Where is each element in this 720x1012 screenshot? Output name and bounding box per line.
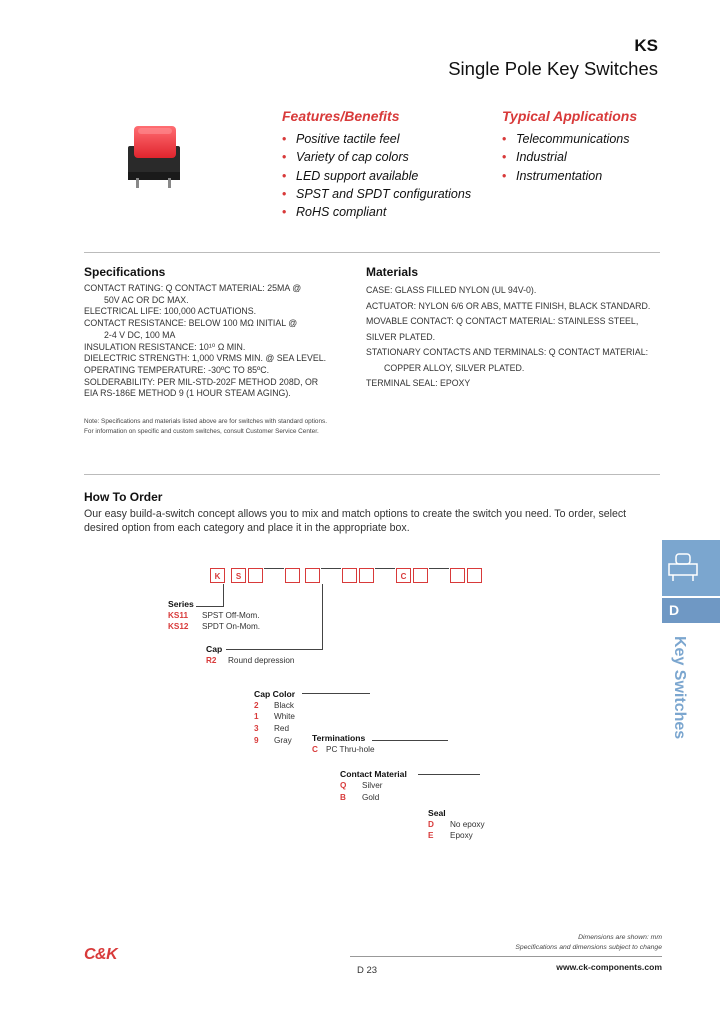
terminations-connector xyxy=(372,740,448,741)
terminations-option xyxy=(312,745,375,754)
intro-line: desired option from each category and place it in the appropriate box. xyxy=(84,521,410,534)
option-desc: Round depression xyxy=(228,656,295,665)
spec-line: ELECTRICAL LIFE: 100,000 ACTUATIONS. xyxy=(84,306,257,317)
contact-material-label: Contact Material xyxy=(340,769,407,779)
application-item: • Industrial xyxy=(502,148,637,166)
feature-item: • Positive tactile feel xyxy=(282,130,471,148)
option-desc: Gold xyxy=(362,793,380,802)
cap-color-label: Cap Color xyxy=(254,689,296,699)
materials-heading: Materials xyxy=(366,265,419,279)
feature-item: • SPST and SPDT configurations xyxy=(282,185,471,203)
order-box xyxy=(342,568,357,583)
order-box xyxy=(248,568,263,583)
disclaimer-line: Dimensions are shown: mm xyxy=(578,934,662,941)
cap-color-option xyxy=(254,701,294,710)
order-box xyxy=(467,568,482,583)
option-desc: Black xyxy=(274,701,295,710)
seal-label: Seal xyxy=(428,808,446,818)
order-box-c: C xyxy=(396,568,411,583)
connector xyxy=(375,568,395,569)
option-code: C xyxy=(312,745,318,754)
cap-option xyxy=(206,656,294,665)
option-desc: PC Thru-hole xyxy=(326,745,375,754)
spec-line: DIELECTRIC STRENGTH: 1,000 VRMS MIN. @ SEA LEVEL. xyxy=(84,353,327,364)
spec-line: INSULATION RESISTANCE: 10¹⁰ Ω MIN. xyxy=(84,341,246,352)
divider xyxy=(84,474,660,475)
spec-note xyxy=(84,417,384,436)
material-line: TERMINAL SEAL: EPOXY xyxy=(366,378,471,388)
option-code: R2 xyxy=(206,656,217,665)
side-tab-label-wrap xyxy=(668,636,688,752)
spec-line: EIA RS-186E METHOD 9 (1 HOUR STEAM AGING). xyxy=(84,388,291,399)
applications-heading: Typical Applications xyxy=(502,108,638,124)
footer-rule xyxy=(350,956,662,957)
order-box xyxy=(305,568,320,583)
option-code: 2 xyxy=(254,701,259,710)
specifications-heading: Specifications xyxy=(84,265,166,279)
cap-color-option xyxy=(254,724,289,733)
page-title: Single Pole Key Switches xyxy=(448,58,658,79)
option-code: KS11 xyxy=(168,611,189,620)
key-switch-photo xyxy=(120,122,192,194)
application-item: • Telecommunications xyxy=(502,130,637,148)
option-desc: SPDT On-Mom. xyxy=(202,622,261,631)
seal-option xyxy=(428,820,485,829)
order-box xyxy=(413,568,428,583)
note-line: Note: Specifications and materials listed above are for switches with standard options. xyxy=(84,418,327,425)
material-line: CASE: GLASS FILLED NYLON (UL 94V-0). xyxy=(366,285,537,295)
application-item: • Instrumentation xyxy=(502,167,637,185)
contact-material-connector xyxy=(418,774,480,775)
option-code: B xyxy=(340,793,346,802)
spec-line: CONTACT RATING: Q CONTACT MATERIAL: 25MA @ xyxy=(84,283,302,293)
option-desc: No epoxy xyxy=(450,820,485,829)
material-line: MOVABLE CONTACT: Q CONTACT MATERIAL: STAINLESS STEEL, SILVER PLATED. xyxy=(366,316,639,342)
disclaimer-line: Specifications and dimensions subject to change xyxy=(515,943,662,951)
page-number: D 23 xyxy=(357,965,378,976)
option-code: KS12 xyxy=(168,622,189,631)
cap-color-option xyxy=(254,712,295,721)
option-desc: SPST Off-Mom. xyxy=(202,611,260,620)
intro-line: Our easy build-a-switch concept allows you to mix and match options to create the switch you need. To order, select xyxy=(84,508,627,520)
connector xyxy=(429,568,449,569)
side-tab-letter: D xyxy=(662,598,720,623)
feature-item: • LED support available xyxy=(282,167,471,185)
option-desc: White xyxy=(274,712,295,721)
disclaimer xyxy=(515,933,662,952)
option-code: 1 xyxy=(254,712,259,721)
contact-material-option xyxy=(340,793,379,802)
spec-line: 2-4 V DC, 100 MA xyxy=(104,329,176,340)
cap-label: Cap xyxy=(206,644,223,654)
spec-line: SOLDERABILITY: PER MIL-STD-202F METHOD 208D, OR xyxy=(84,376,319,387)
material-line: STATIONARY CONTACTS AND TERMINALS: Q CONTACT MATERIAL: xyxy=(366,347,649,357)
cap-connector xyxy=(226,649,323,650)
materials-section xyxy=(366,265,666,392)
features-section xyxy=(282,108,471,221)
terminations-label: Terminations xyxy=(312,733,366,743)
series-label: Series xyxy=(168,599,194,609)
seal-option xyxy=(428,831,473,840)
series-option xyxy=(168,611,259,620)
cap-connector xyxy=(322,584,323,650)
contact-material-option xyxy=(340,781,382,790)
order-box xyxy=(285,568,300,583)
cap-color-option xyxy=(254,736,292,745)
material-line: ACTUATOR: NYLON 6/6 OR ABS, MATTE FINISH, BLACK STANDARD. xyxy=(366,300,651,311)
how-to-order-heading: How To Order xyxy=(84,490,163,504)
key-switch-icon xyxy=(662,540,720,596)
order-box-k: K xyxy=(210,568,225,583)
specifications-section xyxy=(84,265,354,400)
connector xyxy=(264,568,284,569)
spec-line: CONTACT RESISTANCE: BELOW 100 MΩ INITIAL @ xyxy=(84,318,298,329)
option-code: Q xyxy=(340,781,347,790)
feature-item: • Variety of cap colors xyxy=(282,148,471,166)
material-line: COPPER ALLOY, SILVER PLATED. xyxy=(384,362,525,373)
ck-logo: C&K xyxy=(84,946,118,963)
divider xyxy=(84,252,660,253)
product-code: KS xyxy=(634,36,658,55)
feature-item: • RoHS compliant xyxy=(282,203,471,221)
order-box xyxy=(450,568,465,583)
option-code: E xyxy=(428,831,434,840)
note-line: For information on specific and custom switches, consult Customer Service Center. xyxy=(84,427,319,435)
spec-line: 50V AC OR DC MAX. xyxy=(104,294,189,305)
cap-color-connector xyxy=(302,693,370,694)
option-desc: Epoxy xyxy=(450,831,473,840)
side-tab-label: Key Switches xyxy=(671,636,688,740)
website-link[interactable]: www.ck-components.com xyxy=(556,962,662,972)
connector xyxy=(321,568,341,569)
side-tab-icon-block xyxy=(662,540,720,596)
option-desc: Red xyxy=(274,724,290,733)
order-box-s: S xyxy=(231,568,246,583)
features-heading: Features/Benefits xyxy=(282,108,400,124)
option-code: 3 xyxy=(254,724,259,733)
option-code: D xyxy=(428,820,434,829)
option-code: 9 xyxy=(254,736,259,745)
spec-line: OPERATING TEMPERATURE: -30ºC TO 85ºC. xyxy=(84,364,270,375)
order-box xyxy=(359,568,374,583)
series-option xyxy=(168,622,260,631)
how-to-order-intro xyxy=(84,508,660,535)
series-connector xyxy=(196,606,224,607)
option-desc: Gray xyxy=(274,736,292,745)
applications-section xyxy=(502,108,637,185)
series-connector xyxy=(223,584,224,607)
option-desc: Silver xyxy=(362,781,383,790)
